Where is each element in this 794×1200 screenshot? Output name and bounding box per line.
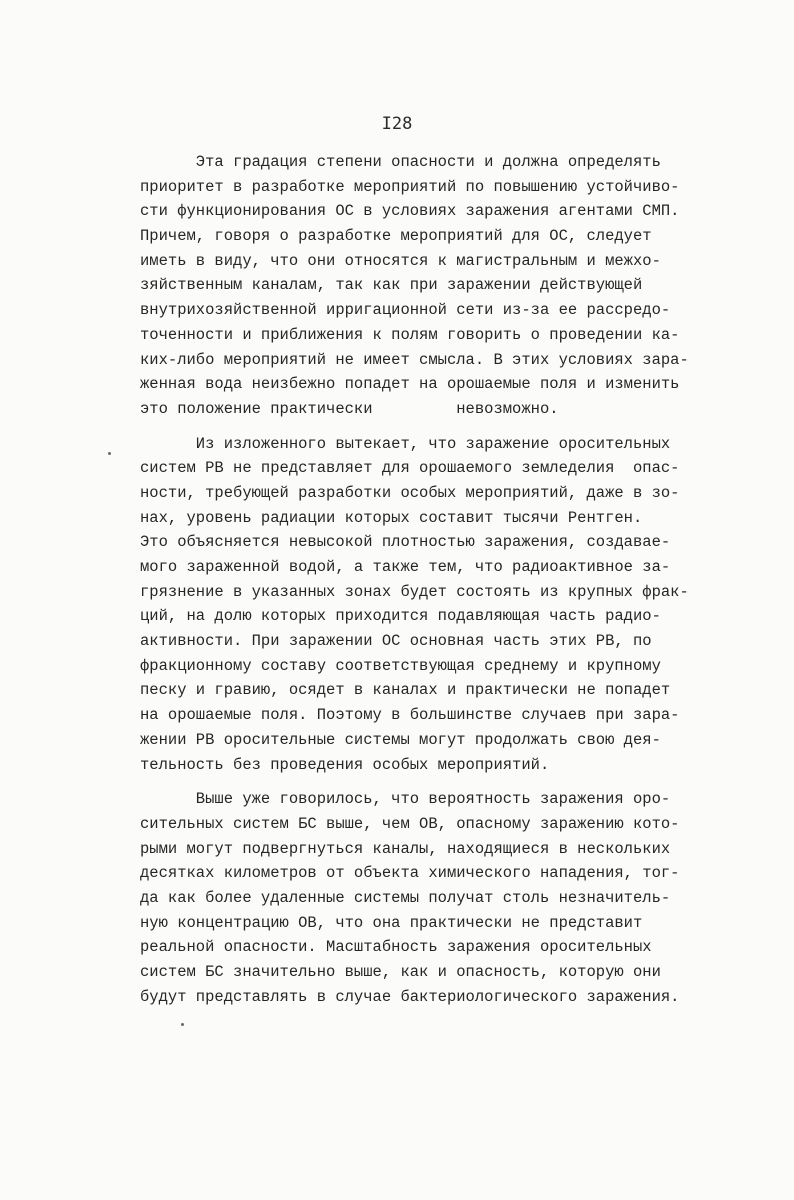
text-line: точенности и приближения к полям говорить о проведении ка-	[140, 325, 680, 344]
text-line: десятках километров от объекта химического нападения, тог-	[140, 864, 680, 883]
text-line: систем РВ не представляет для орошаемого земледелия опас-	[140, 459, 680, 478]
text-line: рыми могут подвергнуться каналы, находящиеся в нескольких	[140, 839, 671, 858]
text-line: Из изложенного вытекает, что заражение оросительных	[140, 434, 671, 453]
paper-speck	[181, 1023, 184, 1026]
text-line: ких-либо мероприятий не имеет смысла. В этих условиях зара-	[140, 350, 689, 369]
paper-speck	[108, 452, 111, 455]
paragraph-gap	[140, 422, 710, 432]
text-line: иметь в виду, что они относятся к магистральным и межхо-	[140, 251, 661, 270]
text-line: на орошаемые поля. Поэтому в большинстве случаев при зара-	[140, 706, 680, 725]
text-line: ций, на долю которых приходится подавляющая часть радио-	[140, 607, 661, 626]
text-line: активности. При заражении ОС основная часть этих РВ, по	[140, 632, 652, 651]
text-line: приоритет в разработке мероприятий по повышению устойчиво-	[140, 177, 680, 196]
text-line: фракционному составу соответствующая среднему и крупному	[140, 656, 661, 675]
text-line: женная вода неизбежно попадет на орошаемые поля и изменить	[140, 375, 680, 394]
text-line: реальной опасности. Масштабность заражения оросительных	[140, 938, 652, 957]
text-line: жении РВ оросительные системы могут продолжать свою дея-	[140, 730, 661, 749]
text-line: ную концентрацию ОВ, что она практически не представит	[140, 913, 643, 932]
text-line: зяйственным каналам, так как при заражении действующей	[140, 276, 643, 295]
text-line: внутрихозяйственной ирригационной сети из-за ее рассредо-	[140, 301, 671, 320]
text-line: да как более удаленные системы получат столь незначитель-	[140, 888, 671, 907]
text-line: ности, требующей разработки особых мероприятий, даже в зо-	[140, 483, 680, 502]
text-line: Причем, говоря о разработке мероприятий для ОС, следует	[140, 227, 652, 246]
paragraph-3	[140, 787, 710, 1009]
text-line: систем БС значительно выше, как и опасность, которую они	[140, 963, 661, 981]
text-line: сительных систем БС выше, чем ОВ, опасному заражению кото-	[140, 814, 680, 833]
text-line: это положение практически невозможно.	[140, 399, 559, 418]
text-line: песку и гравию, осядет в каналах и практически не попадет	[140, 681, 671, 700]
text-line: Эта градация степени опасности и должна определять	[140, 153, 661, 171]
text-line: Это объясняется невысокой плотностью заражения, создавае-	[140, 533, 671, 552]
text-line: тельность без проведения особых мероприятий.	[140, 755, 550, 774]
page-number: I28	[381, 114, 413, 134]
text-line: сти функционирования ОС в условиях заражения агентами СМП.	[140, 202, 680, 221]
body-text	[140, 150, 710, 1009]
text-line: мого зараженной водой, а также тем, что радиоактивное за-	[140, 558, 671, 576]
paragraph-gap	[140, 777, 710, 787]
text-line: нах, уровень радиации которых составит тысячи Рентген.	[140, 508, 643, 527]
text-line: грязнение в указанных зонах будет состоять из крупных фрак-	[140, 582, 689, 601]
paragraph-2	[140, 432, 710, 778]
text-line: Выше уже говорилось, что вероятность заражения оро-	[140, 790, 671, 809]
text-line: будут представлять в случае бактериологического заражения.	[140, 987, 680, 1006]
paragraph-1	[140, 150, 710, 422]
